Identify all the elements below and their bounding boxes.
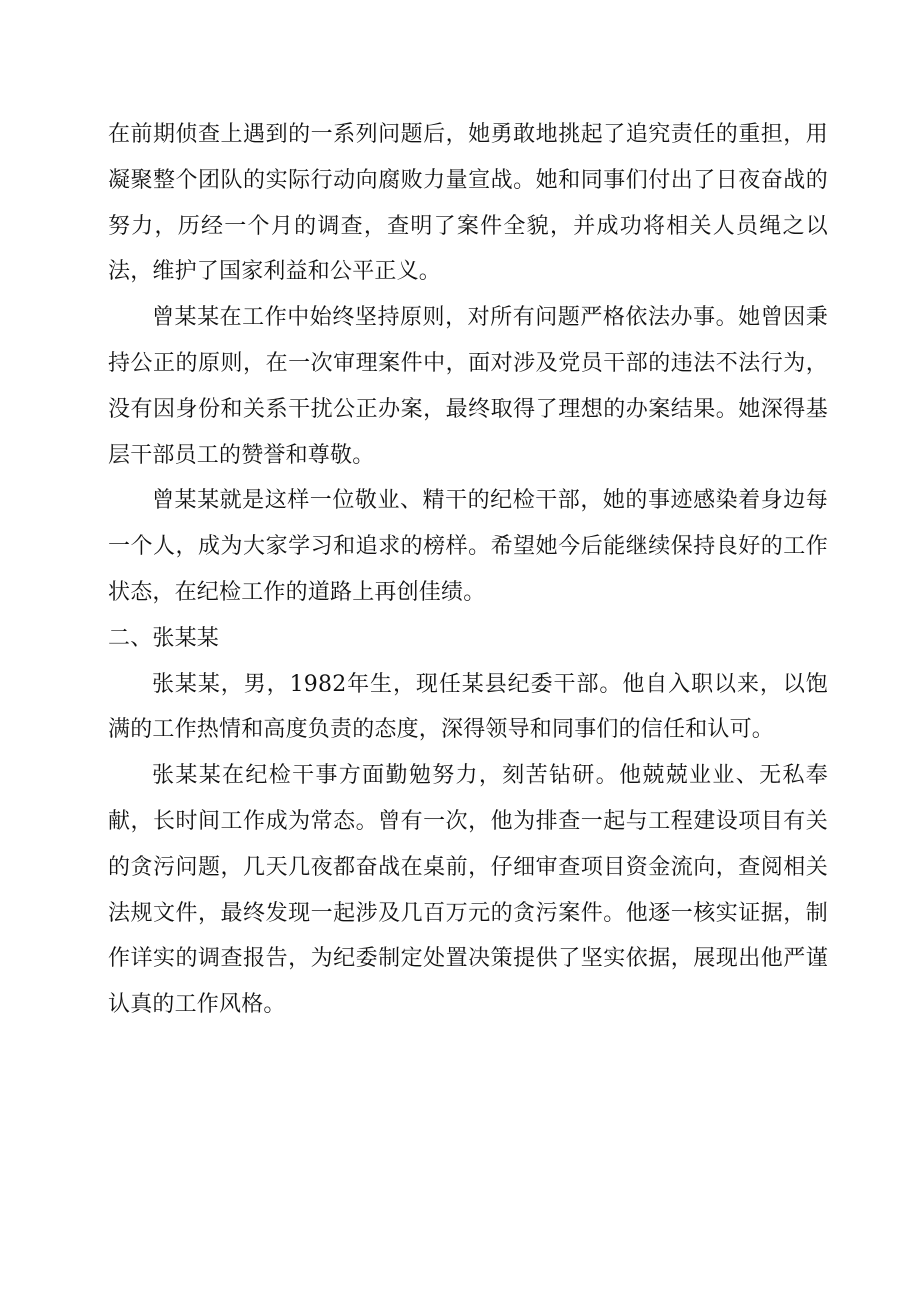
paragraph-2: 曾某某在工作中始终坚持原则，对所有问题严格依法办事。她曾因秉持公正的原则，在一次审理案件中，面对涉及党员干部的违法不法行为，没有因身份和关系干扰公正办案，最终取得了理想的办案结果。她深得基层干部员工的赞誉和尊敬。 xyxy=(108,305,828,468)
paragraph-4: 张某某，男，1982年生，现任某县纪委干部。他自入职以来，以饱满的工作热情和高度负责的态度，深得领导和同事们的信任和认可。 xyxy=(108,671,828,743)
section-heading: 二、张某某 xyxy=(108,625,220,651)
paragraph-1: 在前期侦查上遇到的一系列问题后，她勇敢地挑起了追究责任的重担，用凝聚整个团队的实际行动向腐败力量宣战。她和同事们付出了日夜奋战的努力，历经一个月的调查，查明了案件全貌，并成功将相关人员绳之以法，维护了国家利益和公平正义。 xyxy=(108,122,828,285)
document-body xyxy=(108,112,828,1028)
paragraph-3: 曾某某就是这样一位敬业、精干的纪检干部，她的事迹感染着身边每一个人，成为大家学习和追求的榜样。希望她今后能继续保持良好的工作状态，在纪检工作的道路上再创佳绩。 xyxy=(108,488,828,605)
paragraph-5: 张某某在纪检干事方面勤勉努力，刻苦钻研。他兢兢业业、无私奉献，长时间工作成为常态。曾有一次，他为排查一起与工程建设项目有关的贪污问题，几天几夜都奋战在桌前，仔细审查项目资金流向，查阅相关法规文件，最终发现一起涉及几百万元的贪污案件。他逐一核实证据，制作详实的调查报告，为纪委制定处置决策提供了坚实依据，展现出他严谨认真的工作风格。 xyxy=(108,763,828,1018)
